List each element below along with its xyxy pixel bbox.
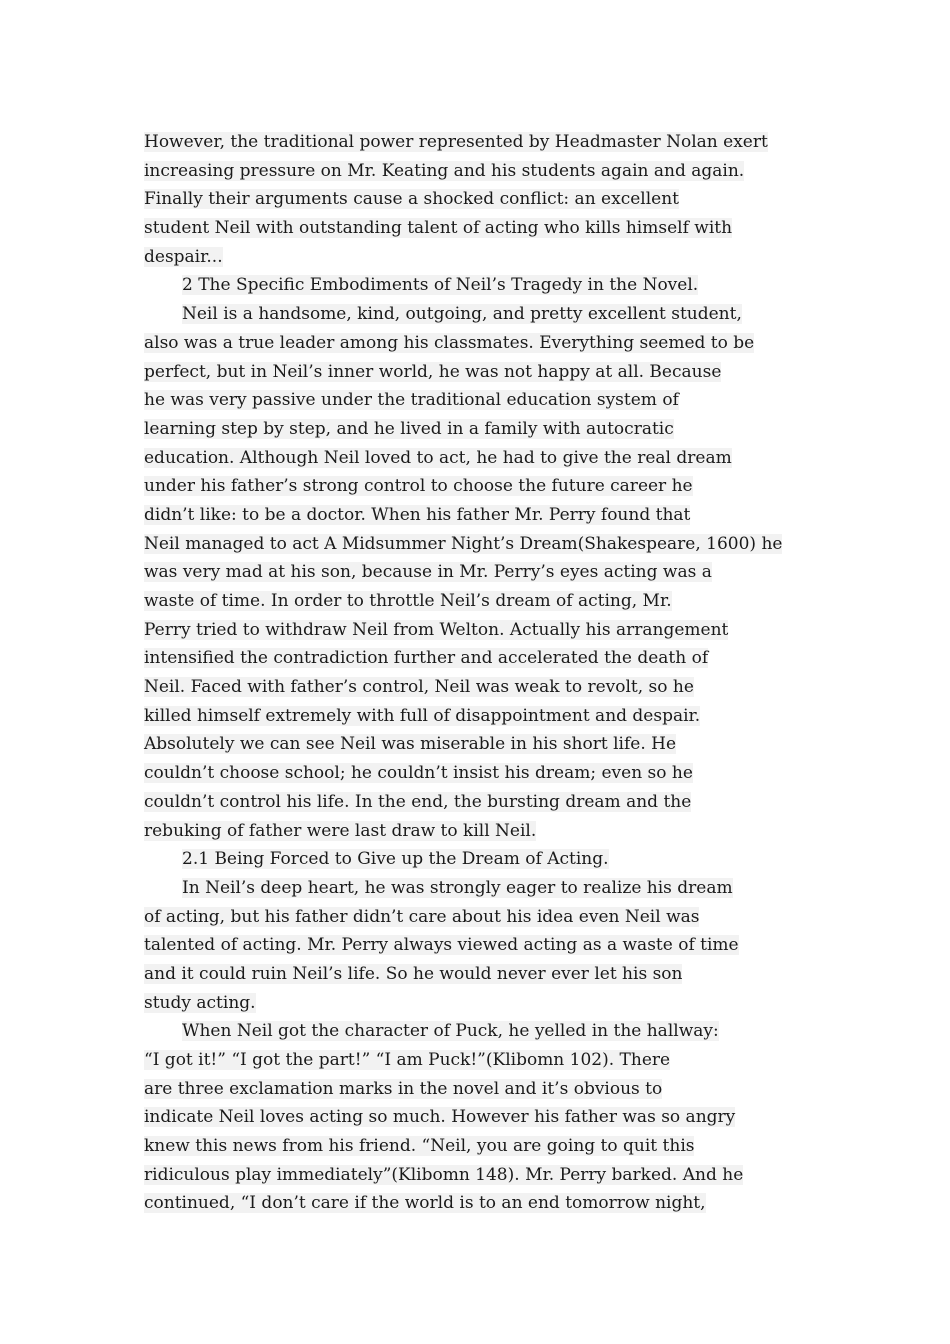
text-line-content: Neil is a handsome, kind, outgoing, and pretty excellent student, [182, 304, 742, 325]
text-line [144, 472, 812, 501]
text-line [144, 817, 812, 846]
text-line-content: increasing pressure on Mr. Keating and his students again and again. [144, 160, 745, 181]
text-line-content: rebuking of father were last draw to kill Neil. [144, 820, 537, 841]
text-line-content: knew this news from his friend. “Neil, you are going to quit this [144, 1136, 695, 1157]
text-line-content: indicate Neil loves acting so much. However his father was so angry [144, 1107, 736, 1128]
text-line-content: education. Although Neil loved to act, he had to give the real dream [144, 447, 732, 468]
text-line [144, 673, 812, 702]
text-line-content: Neil. Faced with father’s control, Neil was weak to revolt, so he [144, 677, 694, 698]
text-line [144, 185, 812, 214]
text-line-content: of acting, but his father didn’t care about his idea even Neil was [144, 906, 700, 927]
text-line [144, 329, 812, 358]
text-line-content: Perry tried to withdraw Neil from Welton. Actually his arrangement [144, 619, 729, 640]
text-line-content: In Neil’s deep heart, he was strongly eager to realize his dream [182, 877, 733, 898]
text-line-content: are three exclamation marks in the novel and it’s obvious to [144, 1078, 663, 1099]
text-line [144, 587, 812, 616]
text-line [144, 530, 812, 559]
text-line [144, 616, 812, 645]
text-line [144, 903, 812, 932]
text-line [144, 759, 812, 788]
text-line [144, 558, 812, 587]
text-line [144, 960, 812, 989]
text-line-content: However, the traditional power represented by Headmaster Nolan exert [144, 132, 768, 152]
text-line [144, 128, 812, 157]
text-line [144, 644, 812, 673]
text-line [144, 1132, 812, 1161]
text-line-content: also was a true leader among his classmates. Everything seemed to be [144, 332, 755, 353]
text-line-content: 2.1 Being Forced to Give up the Dream of Acting. [182, 849, 609, 870]
text-line-content: “I got it!” “I got the part!” “I am Puck!”(Klibomn 102). There [144, 1050, 671, 1070]
text-line-content: ridiculous play immediately”(Klibomn 148). Mr. Perry barked. And he [144, 1164, 744, 1185]
text-line-content: couldn’t choose school; he couldn’t insist his dream; even so he [144, 763, 693, 784]
text-line [144, 271, 812, 300]
text-line [144, 1161, 812, 1190]
text-line [144, 989, 812, 1018]
text-line-content: he was very passive under the traditional education system of [144, 390, 679, 411]
text-line-content: couldn’t control his life. In the end, the bursting dream and the [144, 791, 692, 812]
text-line [144, 1017, 812, 1046]
text-line-content: perfect, but in Neil’s inner world, he was not happy at all. Because [144, 361, 722, 382]
text-line-content: was very mad at his son, because in Mr. Perry’s eyes acting was a [144, 562, 712, 583]
text-line [144, 300, 812, 329]
text-line [144, 931, 812, 960]
text-line-content: killed himself extremely with full of disappointment and despair. [144, 705, 701, 726]
text-line-content: and it could ruin Neil’s life. So he would never ever let his son [144, 963, 683, 984]
text-line [144, 444, 812, 473]
text-line-content: study acting. [144, 992, 256, 1013]
text-line-content: learning step by step, and he lived in a family with autocratic [144, 418, 674, 439]
text-line [144, 1103, 812, 1132]
text-line [144, 415, 812, 444]
text-line [144, 702, 812, 731]
text-line-content: under his father’s strong control to choose the future career he [144, 476, 693, 497]
text-line [144, 358, 812, 387]
text-line-content: talented of acting. Mr. Perry always viewed acting as a waste of time [144, 935, 739, 956]
text-line-content: continued, “I don’t care if the world is to an end tomorrow night, [144, 1193, 706, 1214]
text-line [144, 1046, 812, 1075]
text-line-content: didn’t like: to be a doctor. When his father Mr. Perry found that [144, 504, 691, 525]
text-line [144, 243, 812, 272]
text-line-content: Absolutely we can see Neil was miserable in his short life. He [144, 734, 677, 755]
text-line-content: 2 The Specific Embodiments of Neil’s Tragedy in the Novel. [182, 275, 699, 296]
text-line [144, 501, 812, 530]
text-line-content: despair... [144, 246, 223, 267]
text-line [144, 730, 812, 759]
text-line-content: student Neil with outstanding talent of acting who kills himself with [144, 218, 733, 239]
text-line [144, 874, 812, 903]
text-line [144, 1189, 812, 1218]
text-line [144, 788, 812, 817]
text-line-content: waste of time. In order to throttle Neil’s dream of acting, Mr. [144, 591, 672, 611]
text-line-content: Neil managed to act A Midsummer Night’s Dream(Shakespeare, 1600) he [144, 533, 783, 554]
text-line [144, 845, 812, 874]
text-line-content: intensified the contradiction further and accelerated the death of [144, 648, 709, 669]
text-line-content: When Neil got the character of Puck, he yelled in the hallway: [182, 1021, 719, 1042]
text-line [144, 386, 812, 415]
document-body [144, 128, 812, 1218]
text-line-content: Finally their arguments cause a shocked conflict: an excellent [144, 189, 679, 210]
text-line [144, 157, 812, 186]
text-line [144, 1075, 812, 1104]
text-line [144, 214, 812, 243]
